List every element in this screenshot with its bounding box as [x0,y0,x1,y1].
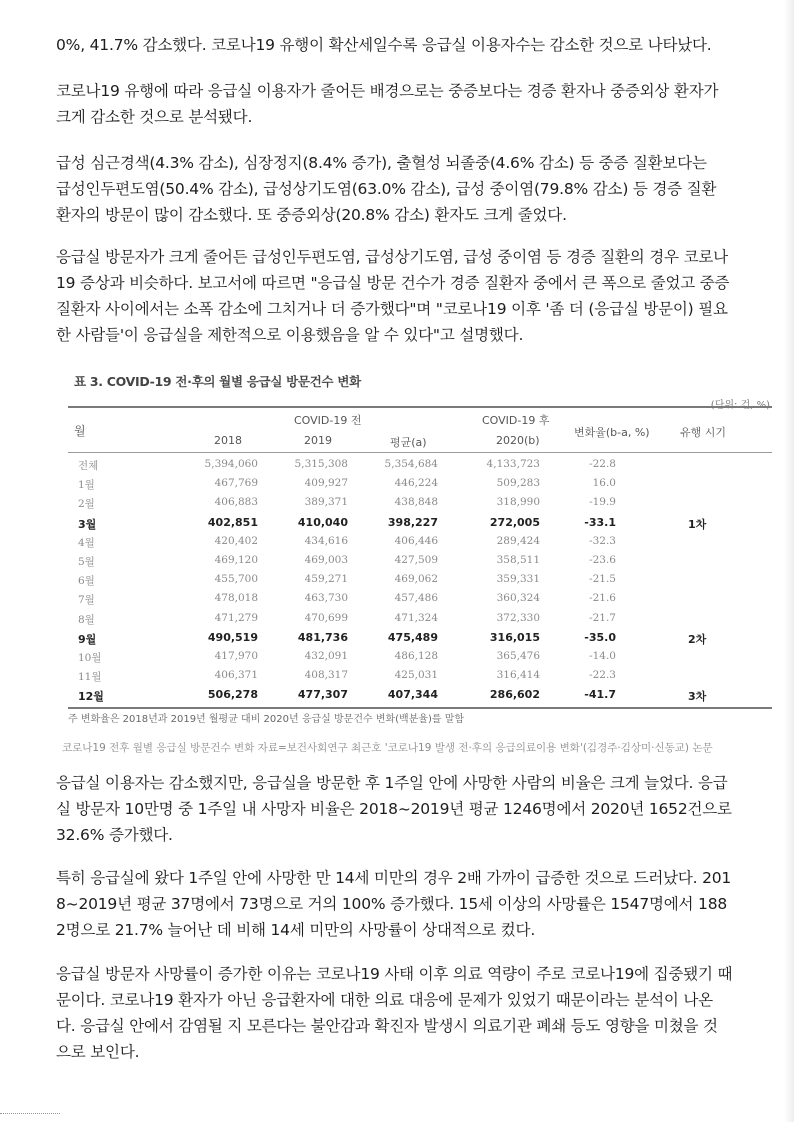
table-cell-avg: 438,848 [394,496,438,509]
table-row [68,514,772,534]
table-top-rule [68,406,772,408]
table-cell-y2020: 316,015 [489,630,540,644]
table-title: 표 3. COVID-19 전·후의 월별 응급실 방문건수 변화 [74,374,361,389]
table-cell-y2018: 406,371 [214,669,258,682]
table-cell-month: 전체 [78,460,99,472]
paragraph [56,32,746,58]
table-cell-month: 6월 [78,575,95,588]
table-cell-avg: 486,128 [394,650,438,662]
text-line: 응급실 이용자는 감소했지만, 응급실을 방문한 후 1주일 안에 사망한 사람의 비율은 크게 늘었다. 응급 [56,774,728,792]
table-cell-month: 11월 [78,671,102,684]
table-cell-y2019: 5,315,308 [294,458,348,470]
table-cell-y2018: 455,700 [214,573,258,586]
text-line: 급성인두편도염(50.4% 감소), 급성상기도염(63.0% 감소), 급성 중이염(79.8% 감소) 등 경증 질환 [56,180,717,198]
table-row [68,667,772,687]
table-cell-y2018: 471,279 [214,611,258,624]
header-pre-covid: COVID-19 전 [294,414,362,427]
text-line: 응급실 방문자 사망률이 증가한 이유는 코로나19 사태 이후 의료 역량이 주로 코로나19에 집중됐기 때 [56,965,733,983]
header-2020: 2020(b) [496,434,540,447]
text-line: 2명으로 21.7% 늘어난 데 비해 14세 미만의 사망률이 상대적으로 컸다. [56,921,536,939]
table-unit: (단위: 건, %) [710,400,770,411]
table-cell-change: -23.6 [589,554,616,566]
table-row [68,571,772,591]
text-line: 한 사람들'이 응급실을 제한적으로 이용했음을 알 수 있다"고 설명했다. [56,326,524,344]
text-line: 질환자 사이에서는 소폭 감소에 그치거나 더 증가했다"며 "코로나19 이후 '좀 더 (응급실 방문이) 필요 [56,300,728,318]
table-cell-wave: 3차 [688,690,707,704]
paragraph [56,770,746,848]
table-cell-change: -19.9 [589,496,616,509]
table-cell-y2020: 4,133,723 [486,458,540,470]
text-line: 응급실 방문자가 크게 줄어든 급성인두편도염, 급성상기도염, 급성 중이염 등 경증 질환의 경우 코로나 [56,248,728,266]
table-row [68,686,772,706]
table-cell-y2019: 408,317 [304,669,348,682]
text-line: 실 방문자 10만명 중 1주일 내 사망자 비율은 2018~2019년 평균 1246명에서 2020년 1652건으로 [56,800,732,818]
text-line: 다. 응급실 안에서 감염될 지 모른다는 불안감과 확진자 발생시 의료기관 폐쇄 등도 영향을 미쳤을 것 [56,1017,718,1035]
table-cell-change: -22.8 [589,458,616,470]
table-cell-y2018: 469,120 [214,554,258,566]
table-cell-change: -32.3 [589,534,616,547]
table-cell-avg: 471,324 [394,611,438,624]
table-cell-y2018: 417,970 [214,650,258,662]
table-cell-y2020: 272,005 [489,515,540,529]
table-cell-avg: 5,354,684 [384,458,438,470]
table-cell-month: 12월 [78,690,104,704]
table-bottom-rule [68,707,772,709]
table-cell-y2020: 360,324 [496,592,540,605]
table-cell-y2018: 402,851 [207,515,258,529]
table-cell-avg: 475,489 [387,630,438,644]
paragraph [56,244,746,348]
table-cell-change: -21.5 [589,573,616,586]
table-cell-avg: 406,446 [394,534,438,547]
table-cell-y2018: 467,769 [214,477,258,490]
table-header-rule [68,452,772,453]
table-row [68,552,772,572]
table-cell-y2020: 359,331 [496,573,540,586]
header-wave: 유행 시기 [680,426,727,439]
table-cell-y2020: 372,330 [496,611,540,624]
table-row [68,456,772,476]
table-cell-y2019: 389,371 [304,496,348,509]
text-line: 특히 응급실에 왔다 1주일 안에 사망한 만 14세 미만의 경우 2배 가까이 급증한 것으로 드러났다. 201 [56,869,732,887]
table-cell-y2018: 478,018 [214,592,258,605]
table-cell-change: -41.7 [584,688,616,702]
table-cell-y2020: 358,511 [496,554,540,566]
table-cell-y2020: 509,283 [496,477,540,490]
header-average: 평균(a) [390,436,427,449]
table-cell-y2019: 470,699 [304,611,348,624]
table-row [68,494,772,514]
table-cell-wave: 1차 [688,517,707,531]
header-change-rate: 변화율(b-a, %) [574,426,650,439]
text-line: 문이다. 코로나19 환자가 아닌 응급환자에 대한 의료 대응에 문제가 있었기 때문이라는 분석이 나온 [56,991,713,1009]
paragraph [56,865,746,943]
text-line: 19 증상과 비슷하다. 보고서에 따르면 "응급실 방문 건수가 경증 질환자 중에서 큰 폭으로 줄었고 중증 [56,274,730,292]
table-row [68,629,772,649]
header-month: 월 [74,424,86,438]
table-row [68,648,772,668]
table-cell-change: 16.0 [592,477,616,490]
figure-caption: 코로나19 전후 월별 응급실 방문건수 변화 자료=보건사회연구 최근호 '코로나19 발생 전·후의 응급의료이용 변화'(김경주·김상미·신동교) 논문 [62,742,713,754]
table-cell-y2018: 506,278 [207,688,258,702]
table-row [68,610,772,630]
scan-edge [784,0,794,1122]
text-line: 환자의 방문이 많이 감소했다. 또 중증외상(20.8% 감소) 환자도 크게 줄었다. [56,206,567,224]
table-cell-avg: 446,224 [394,477,438,490]
table-cell-change: -22.3 [589,669,616,682]
text-line: 코로나19 유행에 따라 응급실 이용자가 줄어든 배경으로는 중증보다는 경증 환자나 중증외상 환자가 [56,82,719,100]
text-line: 크게 감소한 것으로 분석됐다. [56,108,253,126]
table-row [68,533,772,553]
table-cell-month: 10월 [78,652,102,664]
text-line: 8~2019년 평균 37명에서 73명으로 거의 100% 증가했다. 15세 이상의 사망률은 1547명에서 188 [56,895,728,913]
table-figure [62,360,772,732]
table-cell-y2019: 434,616 [304,534,348,547]
table-cell-month: 5월 [78,556,95,568]
scan-mark [0,1113,60,1114]
text-line: 급성 심근경색(4.3% 감소), 심장정지(8.4% 증가), 출혈성 뇌졸중(4.6% 감소) 등 중증 질환보다는 [56,154,707,172]
table-cell-y2019: 410,040 [297,515,348,529]
header-post-covid: COVID-19 후 [482,414,550,427]
table-cell-avg: 427,509 [394,554,438,566]
table-cell-y2019: 463,730 [304,592,348,605]
table-cell-month: 1월 [78,479,95,492]
table-cell-change: -21.6 [589,592,616,605]
table-cell-y2019: 469,003 [304,554,348,566]
table-cell-wave: 2차 [688,632,707,646]
paragraph [56,78,746,130]
table-cell-avg: 469,062 [394,573,438,586]
text-line: 으로 보인다. [56,1043,140,1061]
header-2019: 2019 [304,434,332,447]
table-cell-y2020: 289,424 [496,534,540,547]
table-cell-month: 3월 [78,517,97,531]
table-cell-y2019: 477,307 [297,688,348,702]
table-cell-avg: 407,344 [387,688,438,702]
table-cell-month: 4월 [78,536,95,549]
table-cell-y2020: 318,990 [496,496,540,509]
table-cell-y2018: 490,519 [207,630,258,644]
table-cell-y2019: 459,271 [304,573,348,586]
text-line: 0%, 41.7% 감소했다. 코로나19 유행이 확산세일수록 응급실 이용자수는 감소한 것으로 나타났다. [56,36,712,54]
table-cell-change: -21.7 [589,611,616,624]
table-cell-y2020: 286,602 [489,688,540,702]
table-note: 주 변화율은 2018년과 2019년 월평균 대비 2020년 응급실 방문건수 변화(백분율)를 말함 [68,714,465,725]
table-cell-change: -33.1 [584,515,616,529]
table-cell-y2018: 5,394,060 [204,458,258,470]
table-cell-avg: 425,031 [394,669,438,682]
table-cell-avg: 398,227 [387,515,438,529]
table-cell-y2020: 365,476 [496,650,540,662]
table-cell-month: 2월 [78,498,95,511]
table-row [68,475,772,495]
table-cell-month: 7월 [78,594,95,607]
table-cell-y2018: 420,402 [214,534,258,547]
paragraph [56,961,746,1065]
table-cell-y2018: 406,883 [214,496,258,509]
table-cell-avg: 457,486 [394,592,438,605]
table-cell-month: 8월 [78,613,95,626]
table-row [68,590,772,610]
text-line: 32.6% 증가했다. [56,826,173,844]
table-cell-change: -35.0 [584,630,616,644]
table-cell-y2020: 316,414 [496,669,540,682]
header-2018: 2018 [214,434,242,447]
paragraph [56,150,746,228]
table-cell-change: -14.0 [589,650,616,662]
table-cell-y2019: 409,927 [304,477,348,490]
table-cell-y2019: 432,091 [304,650,348,662]
table-cell-y2019: 481,736 [297,630,348,644]
table-cell-month: 9월 [78,632,97,646]
